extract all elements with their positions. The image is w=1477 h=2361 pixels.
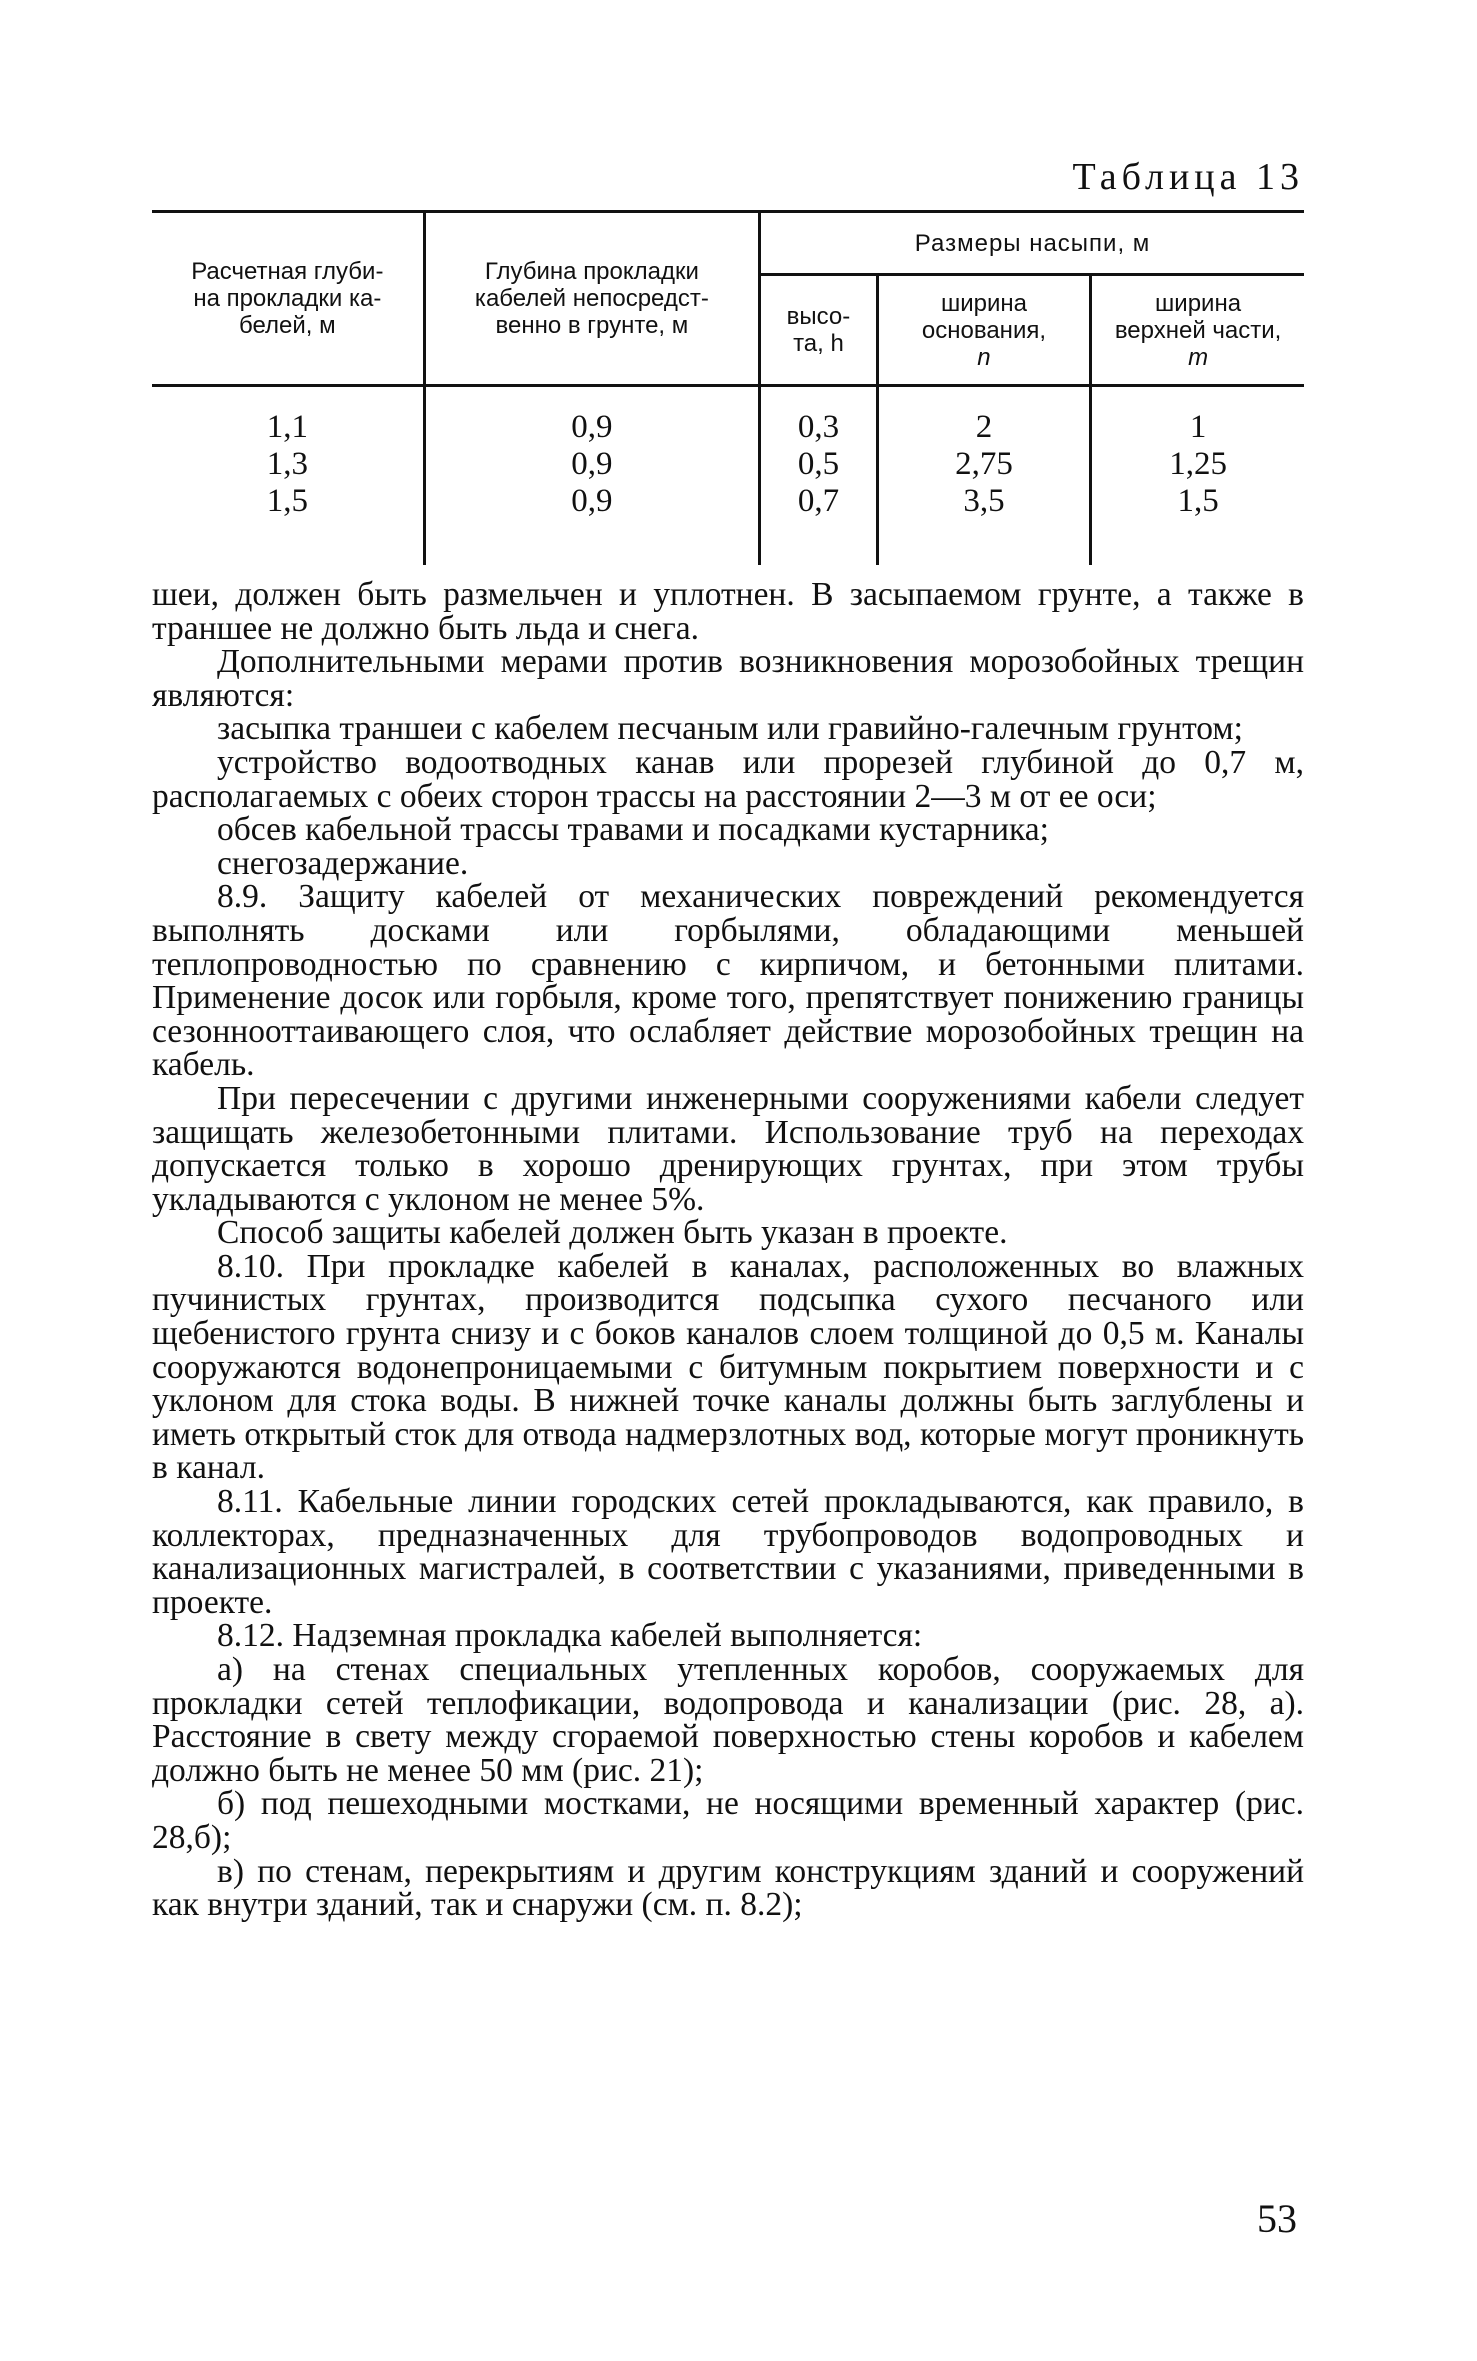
section-8-10: 8.10. При прокладке кабелей в каналах, расположенных во влажных пучинистых грунтах, производится подсыпка сухого песчаного или щебенистого грунта снизу и с боков каналов слоем толщиной до 0,5 м. Каналы сооружаются водонепроницаемыми с битумным покрытием поверхности и с уклоном для стока воды. В нижней точке каналы должны быть заглублены и иметь открытый сток для отвода надмерзлотных вод, которые могут проникнуть в канал. [152, 1247, 1304, 1487]
section-8-9: 8.9. Защиту кабелей от механических повреждений рекомендуется выполнять досками или горбылями, обладающими меньшей теплопроводностью по сравнению с кирпичом, и бетонными плитами. Применение досок или горбыля, кроме того, препятствует понижению границы сезоннооттаивающего слоя, что ослабляет действие морозобойных трещин на кабель. [152, 878, 1304, 1084]
page-number: 53 [1257, 2196, 1297, 2241]
header-height: высо- та, h [760, 275, 878, 386]
list-item-v: в) по стенам, перекрытиям и другим конструкциям зданий и сооружений как внутри зданий, так и снаружи (см. п. 8.2); [152, 1852, 1304, 1924]
table-caption: Таблица 13 [1072, 156, 1304, 198]
header-laying-depth: Глубина прокладки кабелей непосредст- венно в грунте, м [424, 212, 759, 386]
column-height: 0,3 0,5 0,7 [760, 386, 878, 566]
section-8-11: 8.11. Кабельные линии городских сетей прокладываются, как правило, в коллекторах, предназначенных для трубопроводов водопроводных и канализационных магистралей, в соответствии с указаниями, приведенными в проекте. [152, 1483, 1304, 1621]
section-8-12: 8.12. Надземная прокладка кабелей выполняется: [217, 1617, 923, 1655]
paragraph: Способ защиты кабелей должен быть указан в проекте. [217, 1214, 1008, 1252]
header-top-width: ширина верхней части, m [1091, 275, 1304, 386]
column-laying-depth: 0,9 0,9 0,9 [424, 386, 759, 566]
header-design-depth: Расчетная глуби- на прокладки ка- белей, м [152, 212, 424, 386]
paragraph: засыпка траншеи с кабелем песчаным или гравийно-галечным грунтом; [217, 710, 1243, 748]
table-data-row [152, 386, 1304, 566]
paragraph: шеи, должен быть размельчен и уплотнен. В засыпаемом грунте, а также в траншее не должно быть льда и снега. [152, 576, 1304, 647]
column-base-width: 2 2,75 3,5 [877, 386, 1090, 566]
list-item-a: а) на стенах специальных утепленных коробов, сооружаемых для прокладки сетей теплофикации, водопровода и канализации (рис. 28, а). Расстояние в свету между сгораемой поверхностью стены коробов и кабелем должно быть не менее 50 мм (рис. 21); [152, 1651, 1304, 1789]
column-design-depth: 1,1 1,3 1,5 [266, 409, 308, 519]
header-base-width: ширина основания, n [877, 275, 1090, 386]
paragraph: устройство водоотводных канав или прорезей глубиной до 0,7 м, располагаемых с обеих сторон трассы на расстоянии 2—3 м от ее оси; [152, 743, 1304, 815]
body-text [152, 578, 1304, 1922]
header-embankment-size: Размеры насыпи, м [760, 212, 1304, 275]
paragraph: снегозадержание. [217, 844, 469, 882]
column-top-width: 1 1,25 1,5 [1091, 386, 1304, 566]
list-item-b: б) под пешеходными мостками, не носящими временный характер (рис. 28,б); [152, 1785, 1304, 1856]
paragraph: Дополнительными мерами против возникновения морозобойных трещин являются: [152, 643, 1304, 714]
paragraph: обсев кабельной трассы травами и посадками кустарника; [217, 811, 1049, 849]
embankment-table [152, 210, 1304, 565]
paragraph: При пересечении с другими инженерными сооружениями кабели следует защищать железобетонными плитами. Использование труб на переходах допускается только в хорошо дренирующих грунтах, при этом трубы укладываются с уклоном не менее 5%. [152, 1079, 1304, 1218]
